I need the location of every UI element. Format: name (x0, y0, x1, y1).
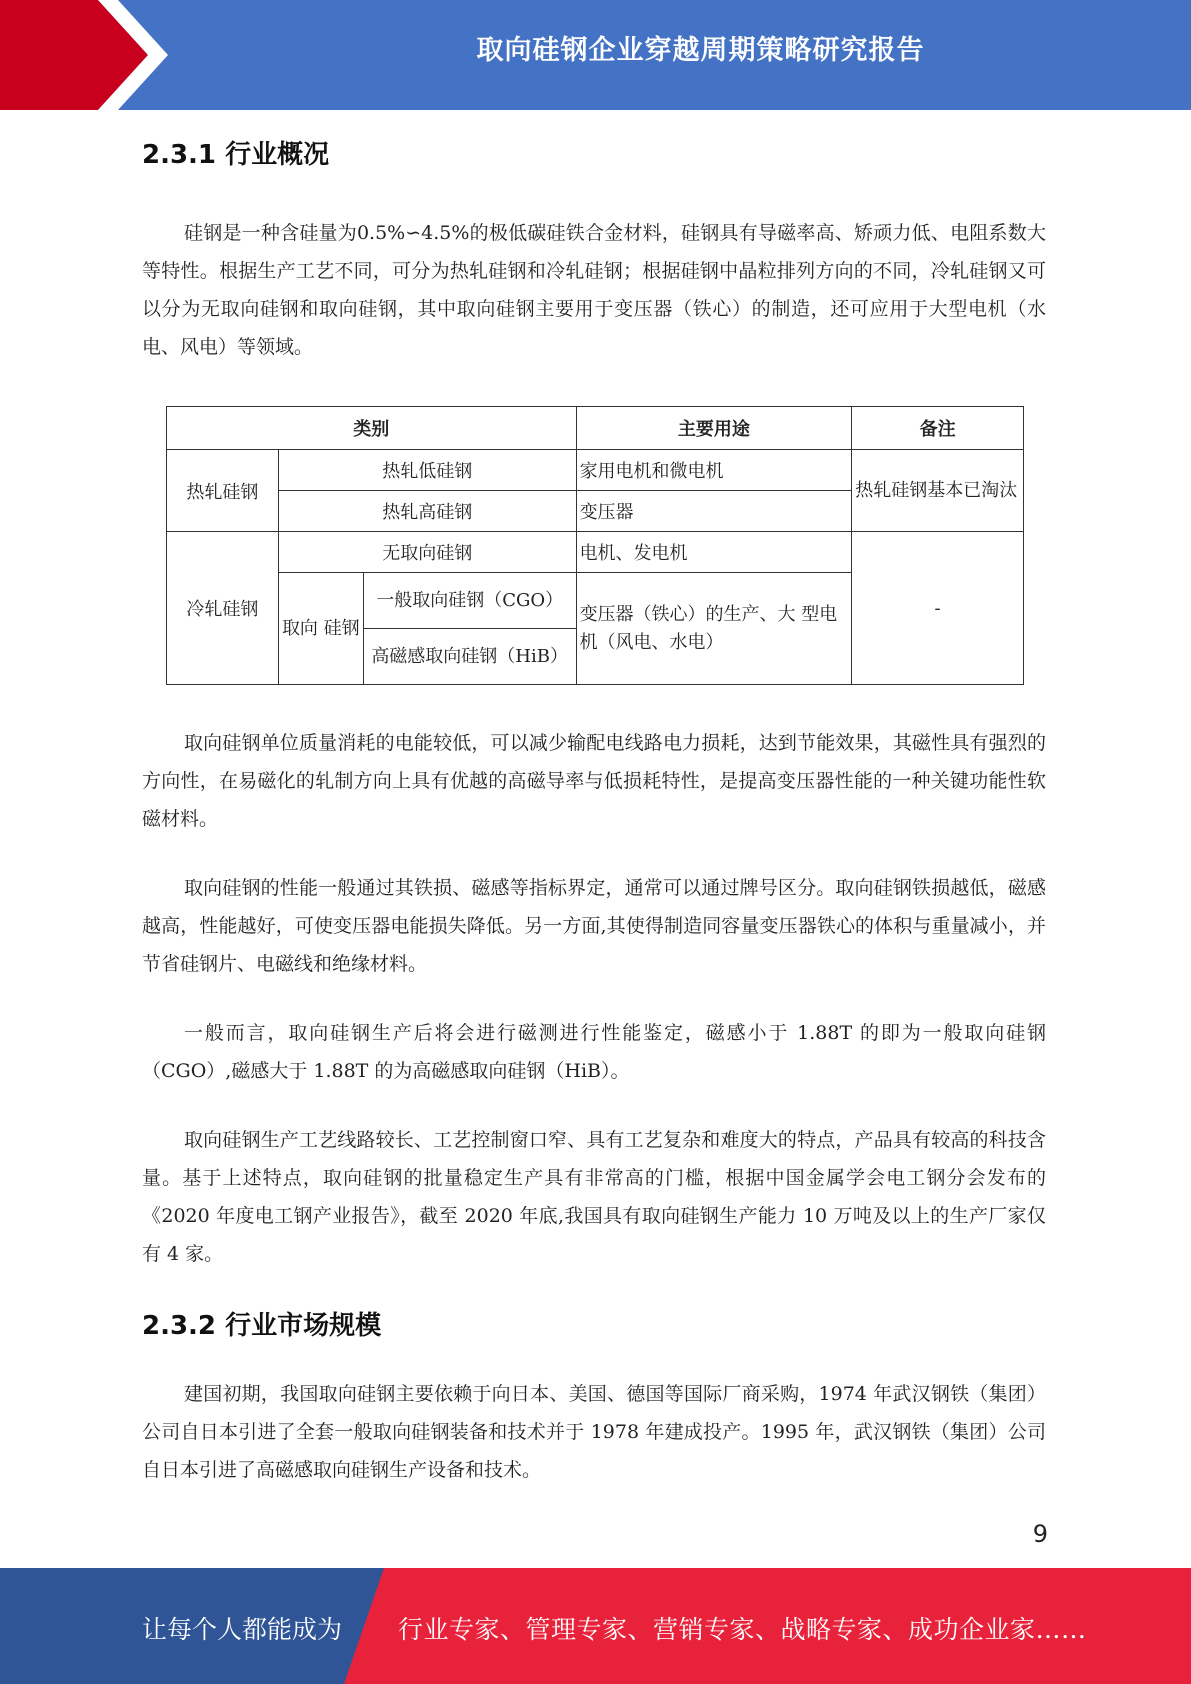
section-heading-market-size: 2.3.2 行业市场规模 (142, 1311, 382, 1341)
cell-usage: 变压器（铁心）的生产、大 型电机（风电、水电） (576, 573, 852, 685)
cell-usage: 电机、发电机 (576, 532, 852, 573)
cell-name: 热轧低硅钢 (278, 450, 576, 491)
page-header (0, 0, 1191, 110)
paragraph-barrier: 取向硅钢生产工艺线路较长、工艺控制窗口窄、具有工艺复杂和难度大的特点，产品具有较高的科技含量。基于上述特点，取向硅钢的批量稳定生产具有非常高的门槛，根据中国金属学会电工钢分会发布的《2020 年度电工钢产业报告》，截至 2020 年底,我国具有取向硅钢生产能力 10 万吨及以上的生产厂家仅有 4 家。 (142, 1129, 1046, 1265)
footer-slogan-right: 行业专家、管理专家、营销专家、战略专家、成功企业家…… (398, 1615, 1087, 1644)
section-heading-overview: 2.3.1 行业概况 (142, 140, 330, 170)
header-title: 取向硅钢企业穿越周期策略研究报告 (476, 35, 925, 66)
group-cold-rolled: 冷轧硅钢 (167, 532, 279, 685)
paragraph-history: 建国初期，我国取向硅钢主要依赖于向日本、美国、德国等国际厂商采购，1974 年武汉钢铁（集团）公司自日本引进了全套一般取向硅钢装备和技术并于 1978 年建成投产。1995 年，武汉钢铁（集团）公司自日本引进了高磁感取向硅钢生产设备和技术。 (142, 1383, 1046, 1481)
cell-usage: 变压器 (576, 491, 852, 532)
group-hot-rolled: 热轧硅钢 (167, 450, 279, 532)
paragraph-classification: 一般而言，取向硅钢生产后将会进行磁测进行性能鉴定，磁感小于 1.88T 的即为一般取向硅钢（CGO）,磁感大于 1.88T 的为高磁感取向硅钢（HiB）。 (142, 1022, 1046, 1082)
cell-note: - (852, 532, 1024, 685)
table-row (167, 532, 1024, 573)
cell-name: 一般取向硅钢（CGO） (363, 573, 576, 629)
silicon-steel-table (166, 406, 1024, 685)
header-note: 备注 (852, 407, 1024, 450)
table-row (167, 450, 1024, 491)
cell-note: 热轧硅钢基本已淘汰 (852, 450, 1024, 532)
cell-usage: 家用电机和微电机 (576, 450, 852, 491)
page-number: 9 (1032, 1520, 1048, 1548)
group-oriented: 取向 硅钢 (278, 573, 363, 685)
header-usage: 主要用途 (576, 407, 852, 450)
table-header-row (167, 407, 1024, 450)
cell-name: 高磁感取向硅钢（HiB） (363, 629, 576, 685)
header-category: 类别 (167, 407, 577, 450)
paragraph-performance: 取向硅钢的性能一般通过其铁损、磁感等指标界定，通常可以通过牌号区分。取向硅钢铁损越低，磁感越高，性能越好，可使变压器电能损失降低。另一方面,其使得制造同容量变压器铁心的体积与重量减小，并节省硅钢片、电磁线和绝缘材料。 (142, 877, 1046, 975)
footer-slogan-left: 让每个人都能成为 (142, 1615, 343, 1644)
page-footer (0, 1568, 1191, 1684)
paragraph-grain-oriented: 取向硅钢单位质量消耗的电能较低，可以减少输配电线路电力损耗，达到节能效果，其磁性具有强烈的方向性，在易磁化的轧制方向上具有优越的高磁导率与低损耗特性，是提高变压器性能的一种关键功能性软磁材料。 (142, 732, 1046, 830)
cell-name: 无取向硅钢 (278, 532, 576, 573)
paragraph-intro: 硅钢是一种含硅量为0.5%∽4.5%的极低碳硅铁合金材料，硅钢具有导磁率高、矫顽力低、电阻系数大等特性。根据生产工艺不同，可分为热轧硅钢和冷轧硅钢；根据硅钢中晶粒排列方向的不同，冷轧硅钢又可以分为无取向硅钢和取向硅钢，其中取向硅钢主要用于变压器（铁心）的制造，还可应用于大型电机（水电、风电）等领域。 (142, 222, 1046, 358)
cell-name: 热轧高硅钢 (278, 491, 576, 532)
